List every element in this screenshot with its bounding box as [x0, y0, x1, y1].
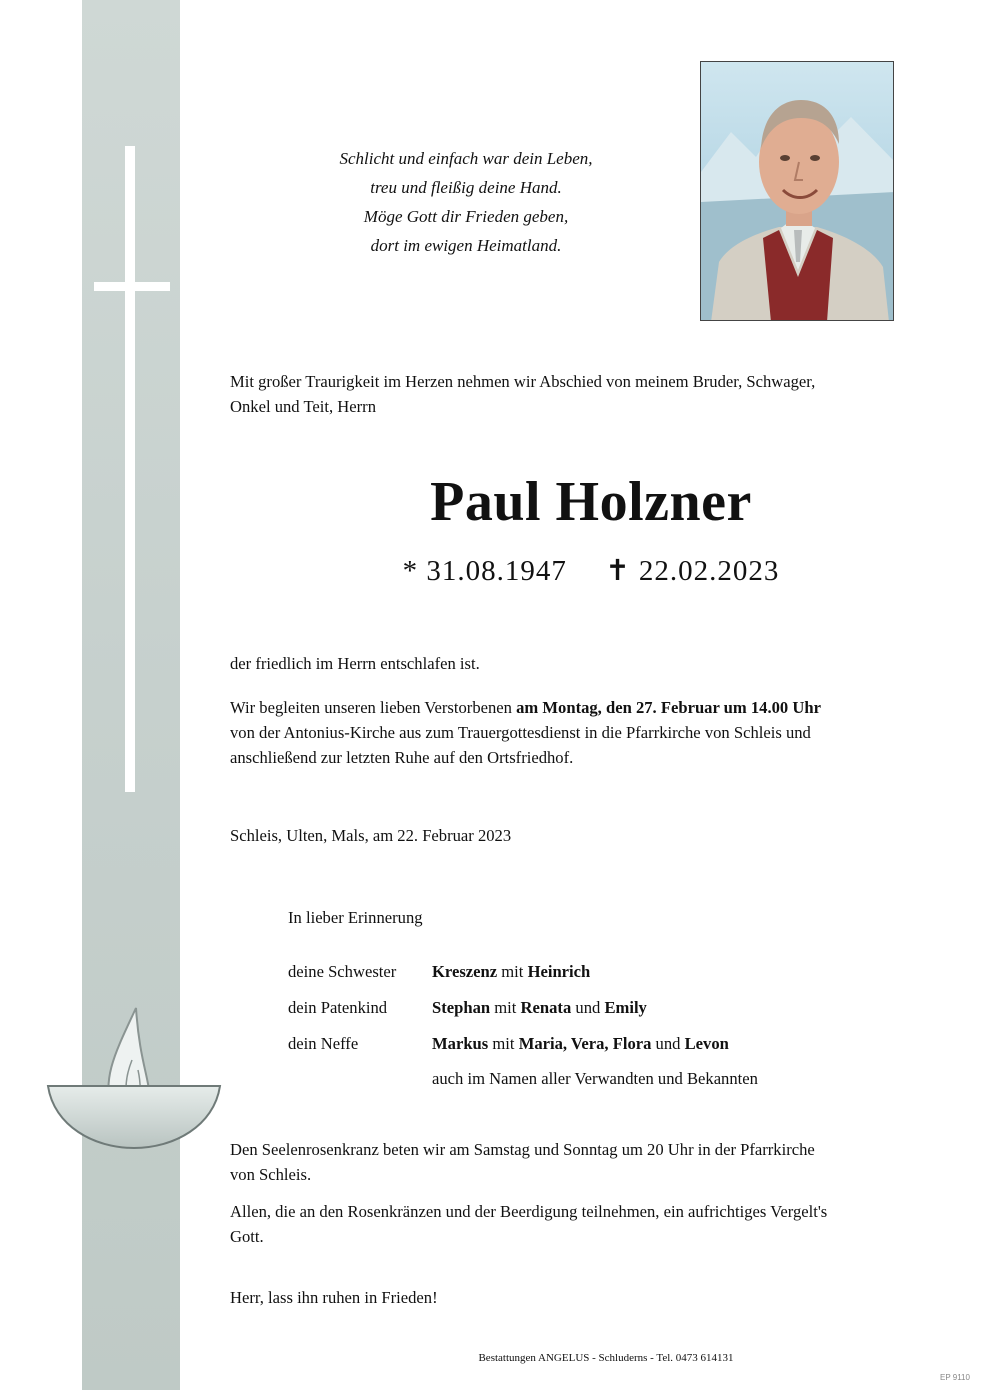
relative-name: Kreszenz [432, 962, 498, 981]
memory-heading: In lieber Erinnerung [288, 908, 423, 927]
funeral-date: am Montag, den 27. Februar um 14.00 Uhr [516, 698, 821, 717]
relative-names [432, 998, 647, 1018]
relative-name: Maria, Vera, Flora [518, 1034, 652, 1053]
thanks-text [230, 1199, 952, 1249]
death-date: 22.02.2023 [638, 555, 780, 587]
cross-icon [92, 146, 172, 792]
portrait-photo [700, 61, 894, 321]
poem-line: Möge Gott dir Frieden geben, [363, 207, 569, 226]
funeral-line: anschließend zur letzten Ruhe auf den Ortsfriedhof. [230, 748, 574, 767]
closing-prayer: Herr, lass ihn ruhen in Frieden! [230, 1288, 438, 1307]
relative-name: Renata [520, 998, 572, 1017]
relative-name: Emily [604, 998, 647, 1017]
relative-names [432, 962, 590, 982]
birth-date: 31.08.1947 [426, 555, 567, 587]
relative-label: dein Patenkind [288, 998, 388, 1017]
relative-label: deine Schwester [288, 962, 397, 981]
relative-label: dein Neffe [288, 1034, 359, 1053]
birth-symbol-icon: * [402, 555, 419, 587]
relative-name: Heinrich [527, 962, 591, 981]
thanks-line: Allen, die an den Rosenkränzen und der Beerdigung teilnehmen, ein aufrichtiges Vergelt's [230, 1202, 828, 1221]
funeral-intro: Wir begleiten unseren lieben Verstorbenen [230, 698, 512, 717]
funeral-line: von der Antonius-Kirche aus zum Trauergottesdienst in die Pfarrkirche von Schleis und [230, 723, 811, 742]
thanks-line: Gott. [230, 1227, 264, 1246]
relative-connector: und [571, 998, 605, 1017]
candle-bowl-icon [44, 1000, 224, 1150]
relative-connector: und [651, 1034, 685, 1053]
funeral-home-footer: Bestattungen ANGELUS - Schluderns - Tel. 0473 614131 [478, 1352, 734, 1364]
relative-name: Levon [684, 1034, 729, 1053]
document-code: EP 9110 [940, 1373, 970, 1382]
deceased-name: Paul Holzner [430, 471, 752, 533]
rosary-line: Den Seelenrosenkranz beten wir am Samstag und Sonntag um 20 Uhr in der Pfarrkirche [230, 1140, 815, 1159]
rosary-line: von Schleis. [230, 1165, 312, 1184]
poem-line: treu und fleißig deine Hand. [370, 178, 562, 197]
life-dates [230, 553, 952, 588]
poem-line: Schlicht und einfach war dein Leben, [339, 149, 593, 168]
relative-name: Stephan [432, 998, 491, 1017]
funeral-info [230, 695, 952, 770]
funeral-line [230, 695, 952, 720]
rosary-text [230, 1137, 952, 1187]
poem [290, 144, 642, 260]
also-on-behalf: auch im Namen aller Verwandten und Bekannten [432, 1069, 758, 1088]
place-date: Schleis, Ulten, Mals, am 22. Februar 2023 [230, 826, 512, 845]
passed-text: der friedlich im Herrn entschlafen ist. [230, 654, 480, 673]
relative-connector: mit [490, 998, 521, 1017]
intro-text [230, 369, 952, 419]
relative-name: Markus [432, 1034, 489, 1053]
relative-connector: mit [497, 962, 528, 981]
intro-line: Onkel und Teit, Herrn [230, 397, 376, 416]
intro-line: Mit großer Traurigkeit im Herzen nehmen wir Abschied von meinem Bruder, Schwager, [230, 372, 816, 391]
cross-symbol-icon: ✝ [605, 555, 631, 587]
poem-line: dort im ewigen Heimatland. [370, 236, 562, 255]
relative-connector: mit [488, 1034, 519, 1053]
relative-names [432, 1034, 729, 1054]
